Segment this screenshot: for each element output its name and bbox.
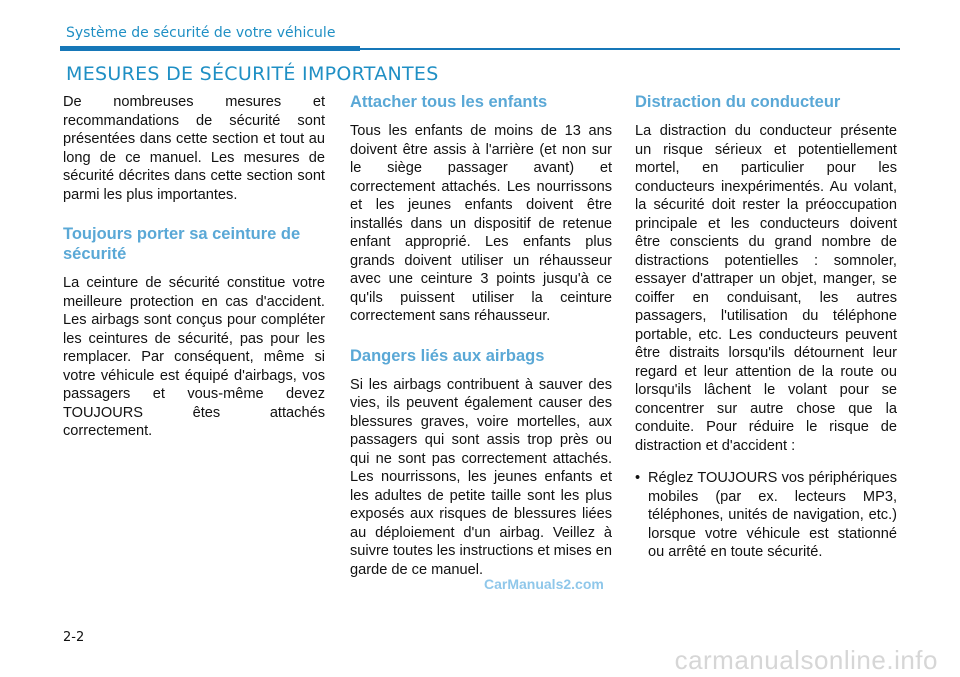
distraction-heading: Distraction du conducteur [635,93,841,111]
column-3 [635,92,897,562]
airbag-heading: Dangers liés aux airbags [350,346,545,365]
children-paragraph: Tous les enfants de moins de 13 ans doivent être assis à l'arrière (et non sur le siège passager avant) et correctement attachés. Les nourrissons et les jeunes enfants doivent être installés dans un dispositif de retenue enfant approprié. Les enfants plus grands doivent utiliser un réhausseur avec une ceinture 3 points jusqu'à ce qu'ils puissent utiliser la ceinture correctement sans réhausseur. [350,123,612,324]
watermark: CarManuals2.com [484,576,604,592]
seatbelt-paragraph: La ceinture de sécurité constitue votre meilleure protection en cas d'accident. Les airbags sont conçus pour compléter les ceintures de sécurité, pas pour les remplacer. Par conséquent, même si votre véhicule est équipé d'airbags, vos passagers et vous-même devez TOUJOURS êtes attachés correctement. [63,275,325,439]
column-2 [350,92,612,593]
header-rule-thick [60,46,360,51]
distraction-bullet-list [635,469,897,562]
bullet-icon: • [635,470,641,486]
seatbelt-heading: Toujours porter sa ceinture de sécurité [63,225,301,263]
distraction-paragraph: La distraction du conducteur présente un risque sérieux et potentiellement mortel, en particulier pour les conducteurs inexpérimentés. Au volant, la sécurité doit rester la préoccupation principale et les conducteurs doivent être conscients du grand nombre de distractions potentielles : somnoler, essayer d'attraper un objet, manger, se coiffer en conduisant, les autres passagers, l'utilisation du téléphone portable, etc. Les conducteurs peuvent être distraits lorsqu'ils détournent leur regard et leur attention de la route ou lorsqu'ils lâchent le volant pour se concentrer sur autre chose que la conduite. Pour réduire le risque de distraction et d'accident : [635,123,897,454]
footer-site-watermark: carmanualsonline.info [674,645,938,675]
bullet-text: Réglez TOUJOURS vos périphériques mobiles (par ex. lecteurs MP3, téléphones, unités de navigation, etc.) lorsque votre véhicule est stationné ou arrêté en toute sécurité. [648,470,897,560]
list-item [635,469,897,562]
children-heading: Attacher tous les enfants [350,93,548,111]
page-title: MESURES DE SÉCURITÉ IMPORTANTES [66,63,439,85]
intro-paragraph: De nombreuses mesures et recommandations de sécurité sont présentées dans cette section et tout au long de ce manuel. Les mesures de sécurité décrites dans cette section sont parmi les plus importantes. [63,94,325,203]
header-rule-thin [360,48,900,50]
column-1 [63,93,325,455]
section-header: Système de sécurité de votre véhicule [66,25,336,41]
page-number: 2-2 [63,630,85,645]
airbag-paragraph: Si les airbags contribuent à sauver des vies, ils peuvent également causer des blessures graves, voire mortelles, aux passagers qui sont assis trop près ou qui ne sont pas correctement attachés. Les nourrissons, les jeunes enfants et les adultes de petite taille sont les plus exposés aux risques de blessures liées au déploiement d'un airbag. Veillez à suivre toutes les instructions et mises en garde de ce manuel. [350,376,612,578]
